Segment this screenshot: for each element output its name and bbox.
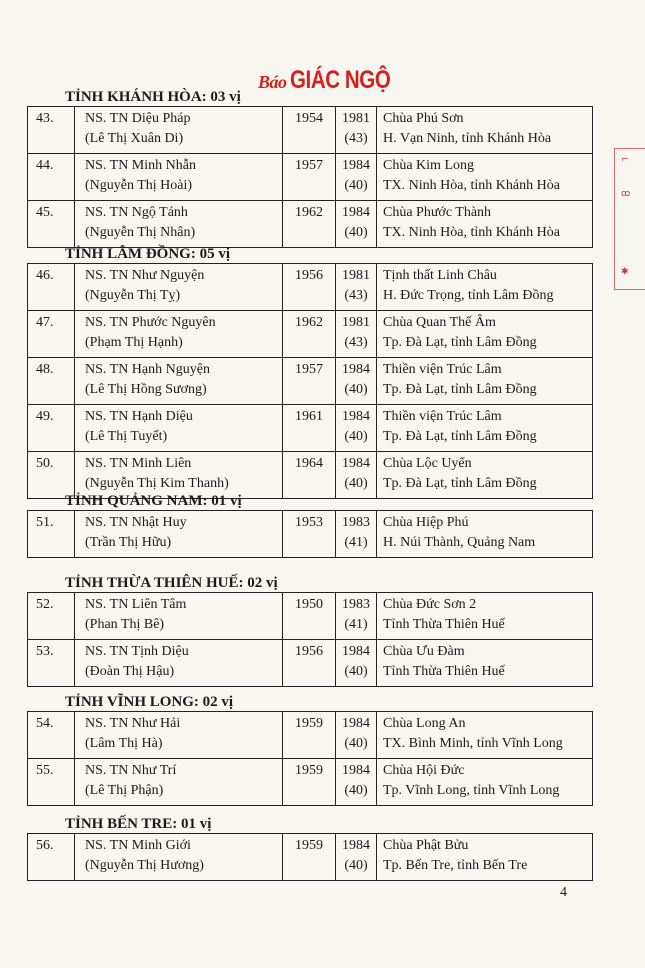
ordination-cell — [336, 593, 377, 640]
temple-cell — [377, 405, 593, 452]
name-cell — [75, 640, 283, 687]
temple-name: Chùa Long An — [383, 716, 466, 731]
ordination-cell — [336, 201, 377, 248]
birth-year: 1959 — [283, 834, 336, 881]
birth-year: 1962 — [283, 201, 336, 248]
row-number: 43. — [28, 107, 75, 154]
ordination-cell — [336, 712, 377, 759]
temple-name: Chùa Lộc Uyển — [383, 456, 472, 471]
ordination-cell — [336, 107, 377, 154]
section-heading: TỈNH BẾN TRE: 01 vị — [65, 816, 212, 832]
ordination-cell — [336, 154, 377, 201]
monastic-age: (40) — [344, 736, 368, 751]
dharma-name: NS. TN Như Hải — [85, 716, 181, 731]
dharma-name: NS. TN Như Nguyện — [85, 268, 205, 283]
temple-name: Chùa Hội Đức — [383, 763, 465, 778]
dharma-name: NS. TN Tịnh Diệu — [85, 644, 189, 659]
ordination-year: 1984 — [342, 456, 370, 471]
birth-name: (Trần Thị Hữu) — [85, 535, 172, 550]
dharma-name: NS. TN Nhật Huy — [85, 515, 187, 530]
monastic-age: (41) — [344, 535, 368, 550]
dharma-name: NS. TN Minh Liên — [85, 456, 192, 471]
table-row — [28, 154, 593, 201]
province-section — [27, 693, 593, 806]
red-stamp-fragment: ⌐ ꝏ ✱ — [614, 148, 645, 290]
dharma-name: NS. TN Hạnh Diệu — [85, 409, 193, 424]
ordination-year: 1984 — [342, 205, 370, 220]
nun-table — [27, 106, 593, 248]
birth-year: 1954 — [283, 107, 336, 154]
dharma-name: NS. TN Hạnh Nguyện — [85, 362, 210, 377]
ordination-year: 1983 — [342, 597, 370, 612]
temple-name: Chùa Hiệp Phú — [383, 515, 469, 530]
temple-location: Tp. Đà Lạt, tỉnh Lâm Đồng — [383, 382, 537, 397]
birth-name: (Phan Thị Bê) — [85, 617, 165, 632]
temple-location: Tp. Đà Lạt, tỉnh Lâm Đồng — [383, 476, 537, 491]
temple-name: Tịnh thất Linh Châu — [383, 268, 497, 283]
watermark-bao: Báo — [258, 72, 287, 92]
temple-location: TX. Bình Minh, tỉnh Vĩnh Long — [383, 736, 563, 751]
name-cell — [75, 834, 283, 881]
table-row — [28, 759, 593, 806]
temple-name: Chùa Phú Sơn — [383, 111, 464, 126]
temple-name: Thiền viện Trúc Lâm — [383, 409, 502, 424]
name-cell — [75, 358, 283, 405]
birth-year: 1956 — [283, 640, 336, 687]
ordination-cell — [336, 640, 377, 687]
ordination-cell — [336, 358, 377, 405]
table-row — [28, 201, 593, 248]
table-row — [28, 593, 593, 640]
name-cell — [75, 405, 283, 452]
temple-location: TX. Ninh Hòa, tỉnh Khánh Hòa — [383, 178, 560, 193]
name-cell — [75, 311, 283, 358]
nun-table — [27, 833, 593, 881]
birth-year: 1953 — [283, 511, 336, 558]
name-cell — [75, 511, 283, 558]
section-heading: TỈNH LÂM ĐỒNG: 05 vị — [65, 246, 230, 262]
monastic-age: (40) — [344, 382, 368, 397]
temple-location: Tp. Vĩnh Long, tỉnh Vĩnh Long — [383, 783, 560, 798]
province-section — [27, 245, 593, 499]
table-row — [28, 511, 593, 558]
birth-name: (Nguyễn Thị Tỵ) — [85, 288, 181, 303]
monastic-age: (40) — [344, 476, 368, 491]
dharma-name: NS. TN Diệu Pháp — [85, 111, 191, 126]
row-number: 44. — [28, 154, 75, 201]
birth-year: 1961 — [283, 405, 336, 452]
nun-table — [27, 510, 593, 558]
ordination-cell — [336, 405, 377, 452]
birth-name: (Lê Thị Hồng Sương) — [85, 382, 207, 397]
monastic-age: (43) — [344, 335, 368, 350]
ordination-year: 1984 — [342, 838, 370, 853]
row-number: 54. — [28, 712, 75, 759]
row-number: 45. — [28, 201, 75, 248]
name-cell — [75, 712, 283, 759]
ordination-cell — [336, 834, 377, 881]
temple-location: H. Núi Thành, Quảng Nam — [383, 535, 536, 550]
section-heading: TỈNH THỪA THIÊN HUẾ: 02 vị — [65, 575, 278, 591]
birth-name: (Lê Thị Tuyết) — [85, 429, 168, 444]
name-cell — [75, 593, 283, 640]
temple-cell — [377, 358, 593, 405]
row-number: 48. — [28, 358, 75, 405]
row-number: 49. — [28, 405, 75, 452]
monastic-age: (40) — [344, 225, 368, 240]
row-number: 47. — [28, 311, 75, 358]
birth-year: 1959 — [283, 712, 336, 759]
monastic-age: (41) — [344, 617, 368, 632]
temple-cell — [377, 264, 593, 311]
ordination-cell — [336, 264, 377, 311]
ordination-year: 1984 — [342, 763, 370, 778]
temple-name: Chùa Phước Thành — [383, 205, 492, 220]
birth-year: 1957 — [283, 358, 336, 405]
name-cell — [75, 759, 283, 806]
birth-name: (Lê Thị Phận) — [85, 783, 164, 798]
temple-name: Chùa Đức Sơn 2 — [383, 597, 477, 612]
dharma-name: NS. TN Phước Nguyên — [85, 315, 216, 330]
row-number: 51. — [28, 511, 75, 558]
temple-cell — [377, 511, 593, 558]
birth-name: (Phạm Thị Hạnh) — [85, 335, 183, 350]
dharma-name: NS. TN Như Trí — [85, 763, 177, 778]
temple-location: Tp. Đà Lạt, tỉnh Lâm Đồng — [383, 429, 537, 444]
birth-name: (Nguyễn Thị Hương) — [85, 858, 204, 873]
birth-name: (Nguyễn Thị Kim Thanh) — [85, 476, 229, 491]
monastic-age: (40) — [344, 429, 368, 444]
temple-name: Chùa Ưu Đàm — [383, 644, 465, 659]
temple-cell — [377, 201, 593, 248]
monastic-age: (40) — [344, 858, 368, 873]
table-row — [28, 834, 593, 881]
section-heading: TỈNH QUẢNG NAM: 01 vị — [65, 493, 242, 509]
nun-table — [27, 592, 593, 687]
table-row — [28, 712, 593, 759]
ordination-year: 1984 — [342, 716, 370, 731]
temple-cell — [377, 593, 593, 640]
ordination-year: 1981 — [342, 315, 370, 330]
row-number: 53. — [28, 640, 75, 687]
ordination-year: 1984 — [342, 362, 370, 377]
page-number: 4 — [560, 885, 567, 900]
birth-year: 1956 — [283, 264, 336, 311]
monastic-age: (40) — [344, 664, 368, 679]
table-row — [28, 264, 593, 311]
birth-year: 1950 — [283, 593, 336, 640]
ordination-cell — [336, 511, 377, 558]
temple-cell — [377, 107, 593, 154]
name-cell — [75, 264, 283, 311]
row-number: 55. — [28, 759, 75, 806]
ordination-year: 1984 — [342, 158, 370, 173]
section-heading: TỈNH VĨNH LONG: 02 vị — [65, 694, 234, 710]
birth-name: (Nguyễn Thị Hoài) — [85, 178, 193, 193]
temple-location: Tỉnh Thừa Thiên Huế — [383, 664, 505, 679]
temple-name: Thiền viện Trúc Lâm — [383, 362, 502, 377]
watermark-giacngo: GIÁC NGỘ — [290, 66, 391, 94]
table-row — [28, 311, 593, 358]
row-number: 50. — [28, 452, 75, 499]
temple-location: Tp. Bến Tre, tỉnh Bến Tre — [383, 858, 528, 873]
table-row — [28, 640, 593, 687]
birth-name: (Lâm Thị Hà) — [85, 736, 163, 751]
temple-cell — [377, 640, 593, 687]
section-heading: TỈNH KHÁNH HÒA: 03 vị — [65, 89, 241, 105]
ordination-year: 1984 — [342, 644, 370, 659]
province-section — [27, 88, 593, 248]
temple-cell — [377, 834, 593, 881]
temple-location: H. Vạn Ninh, tỉnh Khánh Hòa — [383, 131, 552, 146]
name-cell — [75, 107, 283, 154]
temple-cell — [377, 154, 593, 201]
monastic-age: (40) — [344, 178, 368, 193]
province-section — [27, 574, 593, 687]
birth-name: (Lê Thị Xuân Di) — [85, 131, 184, 146]
dharma-name: NS. TN Minh Giới — [85, 838, 191, 853]
temple-cell — [377, 759, 593, 806]
monastic-age: (40) — [344, 783, 368, 798]
name-cell — [75, 201, 283, 248]
temple-cell — [377, 712, 593, 759]
birth-name: (Nguyễn Thị Nhân) — [85, 225, 196, 240]
temple-name: Chùa Kim Long — [383, 158, 474, 173]
table-row — [28, 358, 593, 405]
row-number: 56. — [28, 834, 75, 881]
temple-location: H. Đức Trọng, tỉnh Lâm Đồng — [383, 288, 554, 303]
ordination-year: 1981 — [342, 111, 370, 126]
monastic-age: (43) — [344, 131, 368, 146]
birth-name: (Đoàn Thị Hậu) — [85, 664, 175, 679]
ordination-year: 1981 — [342, 268, 370, 283]
ordination-year: 1983 — [342, 515, 370, 530]
temple-name: Chùa Quan Thế Âm — [383, 315, 496, 330]
monastic-age: (43) — [344, 288, 368, 303]
temple-location: Tỉnh Thừa Thiên Huế — [383, 617, 505, 632]
ordination-cell — [336, 311, 377, 358]
birth-year: 1959 — [283, 759, 336, 806]
row-number: 46. — [28, 264, 75, 311]
temple-location: TX. Ninh Hòa, tỉnh Khánh Hòa — [383, 225, 560, 240]
row-number: 52. — [28, 593, 75, 640]
nun-table — [27, 711, 593, 806]
name-cell — [75, 154, 283, 201]
dharma-name: NS. TN Liên Tâm — [85, 597, 187, 612]
table-row — [28, 107, 593, 154]
province-section — [27, 815, 593, 881]
nun-table — [27, 263, 593, 499]
temple-cell — [377, 311, 593, 358]
table-row — [28, 405, 593, 452]
dharma-name: NS. TN Minh Nhẫn — [85, 158, 196, 173]
ordination-year: 1984 — [342, 409, 370, 424]
temple-name: Chùa Phật Bửu — [383, 838, 469, 853]
province-section — [27, 492, 593, 558]
dharma-name: NS. TN Ngộ Tánh — [85, 205, 188, 220]
birth-year: 1957 — [283, 154, 336, 201]
temple-location: Tp. Đà Lạt, tỉnh Lâm Đồng — [383, 335, 537, 350]
birth-year: 1964 — [283, 452, 336, 499]
ordination-cell — [336, 759, 377, 806]
birth-year: 1962 — [283, 311, 336, 358]
